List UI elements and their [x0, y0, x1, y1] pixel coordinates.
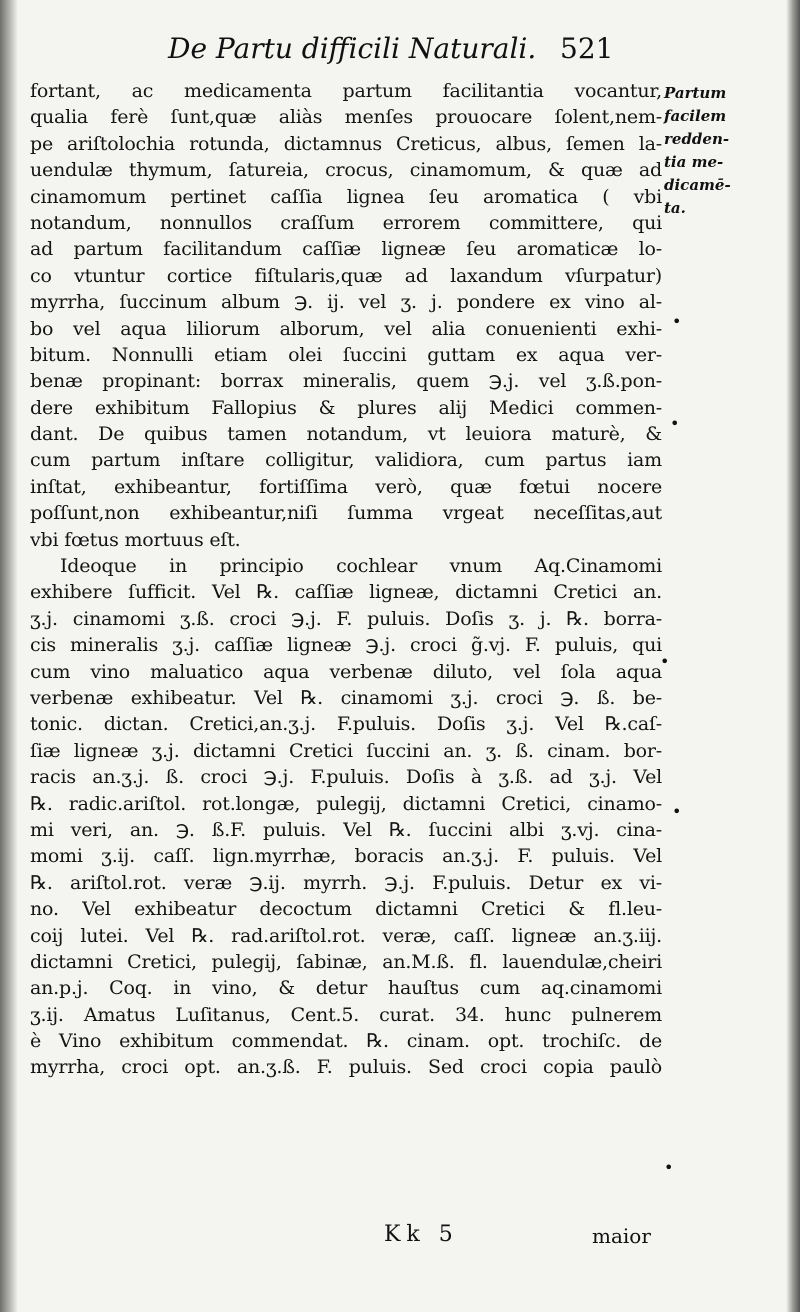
- text-line: tonic. dictan. Cretici,an.ʒ.j. F.puluis. Doſis ʒ.j. Vel ℞.caſ-: [30, 713, 662, 736]
- margin-note-line: redden-: [664, 130, 730, 148]
- text-line: Ideoque in principio cochlear vnum Aq.Cinamomi: [60, 555, 662, 578]
- text-line: cis mineralis ʒ.j. caſſiæ ligneæ ℈.j. croci g̃.vj. F. puluis, qui: [30, 634, 662, 657]
- margin-note: [664, 82, 792, 220]
- text-line: dere exhibitum Fallopius & plures alij Medici commen-: [30, 396, 662, 419]
- text-line: myrrha, ſuccinum album ℈. ij. vel ʒ. j. pondere ex vino al-: [30, 291, 662, 314]
- text-line: bitum. Nonnulli etiam olei ſuccini guttam ex aqua ver-: [30, 343, 662, 366]
- text-line: co vtuntur cortice fiſtularis,quæ ad laxandum vſurpatur): [30, 264, 662, 287]
- margin-note-line: tia me-: [664, 153, 724, 171]
- body-text: [30, 78, 662, 1081]
- text-line: bo vel aqua liliorum alborum, vel alia conuenienti exhi-: [30, 317, 662, 340]
- text-line: inſtat, exhibeantur, fortiſſima verò, quæ fœtui nocere: [30, 475, 662, 498]
- signature-mark: Kk 5: [384, 1222, 459, 1247]
- text-line: no. Vel exhibeatur decoctum dictamni Cretici & fl.leu-: [30, 898, 662, 921]
- text-line: coij lutei. Vel ℞. rad.ariſtol.rot. veræ, caſſ. ligneæ an.ʒ.iij.: [30, 924, 662, 947]
- margin-dot-mark: •: [672, 802, 682, 821]
- margin-note-line: facilem: [664, 107, 727, 125]
- margin-dot-mark: •: [672, 312, 682, 331]
- text-line: mi veri, an. ℈. ß.F. puluis. Vel ℞. ſuccini albi ʒ.vj. cina-: [30, 818, 662, 841]
- text-line: notandum, nonnullos craſſum errorem committere, qui: [30, 211, 662, 234]
- text-line: ℞. ariſtol.rot. veræ ℈.ij. myrrh. ℈.j. F.puluis. Detur ex vi-: [30, 871, 662, 894]
- text-line: racis an.ʒ.j. ß. croci ℈.j. F.puluis. Doſis à ʒ.ß. ad ʒ.j. Vel: [30, 766, 662, 789]
- text-line: ʒ.j. cinamomi ʒ.ß. croci ℈.j. F. puluis. Doſis ʒ. j. ℞. borra-: [30, 607, 662, 630]
- margin-dot-mark: •: [670, 414, 680, 433]
- page-number: 521: [560, 32, 614, 65]
- text-line: uendulæ thymum, ſatureia, crocus, cinamomum, & quæ ad: [30, 159, 662, 182]
- text-line: verbenæ exhibeatur. Vel ℞. cinamomi ʒ.j. croci ℈. ß. be-: [30, 686, 662, 709]
- page-header: [0, 32, 800, 72]
- text-line: cum partum inſtare colligitur, validiora, cum partus iam: [30, 449, 662, 472]
- margin-dot-mark: •: [660, 652, 670, 671]
- catchword: maior: [592, 1224, 651, 1248]
- text-line: è Vino exhibitum commendat. ℞. cinam. opt. trochiſc. de: [30, 1030, 662, 1053]
- text-line: pe ariſtolochia rotunda, dictamnus Creticus, albus, ſemen la-: [30, 132, 662, 155]
- text-line: dictamni Cretici, pulegij, ſabinæ, an.M.ß. fl. lauendulæ,cheiri: [30, 950, 662, 973]
- margin-dot-mark: •: [664, 1158, 674, 1177]
- text-line: ʒ.ij. Amatus Luſitanus, Cent.5. curat. 34. hunc pulnerem: [30, 1003, 662, 1026]
- text-line: fortant, ac medicamenta partum facilitantia vocantur,: [30, 80, 662, 102]
- margin-note-line: Partum: [664, 84, 727, 102]
- text-line: momi ʒ.ij. caſſ. lign.myrrhæ, boracis an.ʒ.j. F. puluis. Vel: [30, 845, 662, 868]
- text-line: exhibere ſufficit. Vel ℞. caſſiæ ligneæ, dictamni Cretici an.: [30, 581, 662, 604]
- margin-note-line: ta.: [664, 199, 686, 217]
- text-line: cinamomum pertinet caſſia lignea ſeu aromatica ( vbi: [30, 185, 662, 208]
- text-line: myrrha, croci opt. an.ʒ.ß. F. puluis. Sed croci copia paulò: [30, 1056, 662, 1079]
- text-line: an.p.j. Coq. in vino, & detur hauſtus cum aq.cinamomi: [30, 977, 662, 1000]
- text-line: ſiæ ligneæ ʒ.j. dictamni Cretici ſuccini an. ʒ. ß. cinam. bor-: [30, 739, 662, 762]
- text-line: qualia ferè ſunt,quæ aliàs menſes prouocare ſolent,nem-: [30, 106, 662, 129]
- text-line: ad partum facilitandum caſſiæ ligneæ ſeu aromaticæ lo-: [30, 238, 662, 261]
- text-line: poſſunt,non exhibeantur,niſi ſumma vrgeat neceſſitas,aut: [30, 502, 662, 525]
- text-line: dant. De quibus tamen notandum, vt leuiora maturè, &: [30, 423, 662, 446]
- text-line: vbi fœtus mortuus eſt.: [30, 528, 241, 551]
- running-title: De Partu difficili Naturali.: [168, 32, 537, 65]
- text-line: ℞. radic.ariſtol. rot.longæ, pulegij, dictamni Cretici, cinamo-: [30, 792, 662, 815]
- text-line: benæ propinant: borrax mineralis, quem ℈.j. vel ʒ.ß.pon-: [30, 370, 662, 393]
- text-line: cum vino maluatico aqua verbenæ diluto, vel ſola aqua: [30, 660, 662, 683]
- margin-note-line: dicamē-: [664, 176, 731, 194]
